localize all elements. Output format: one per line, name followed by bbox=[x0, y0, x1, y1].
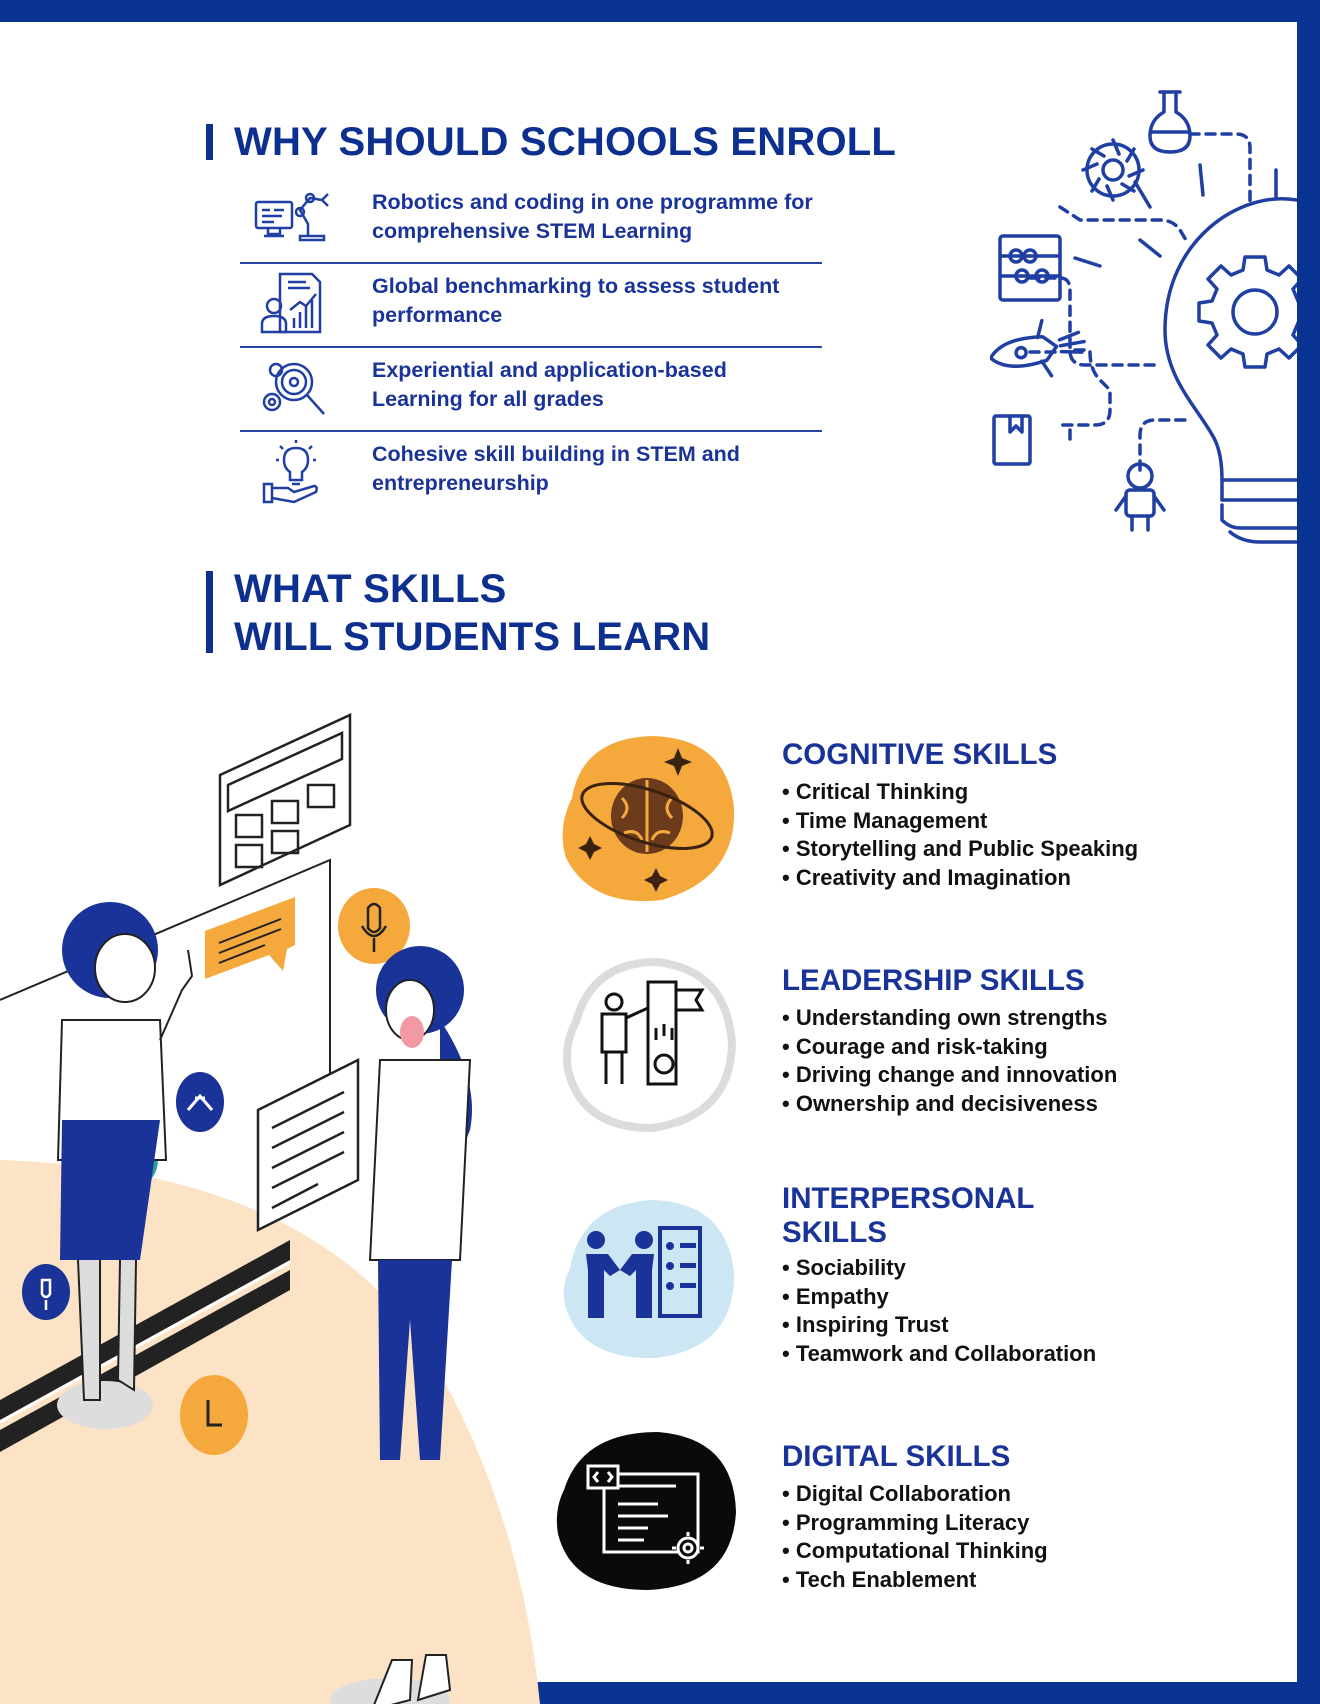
cognitive-skills-list bbox=[782, 778, 1138, 892]
skill-item: • Understanding own strengths bbox=[782, 1004, 1117, 1033]
lightbulb-network-illustration bbox=[990, 80, 1297, 600]
what-skills-title-line1: WHAT SKILLS bbox=[234, 567, 507, 611]
skill-item: • Creativity and Imagination bbox=[782, 864, 1138, 893]
why-enroll-text: Robotics and coding in one programme for comprehensive STEM Learning bbox=[372, 190, 813, 243]
skill-item: • Sociability bbox=[782, 1254, 1096, 1283]
interpersonal-title-line1: INTERPERSONAL bbox=[782, 1182, 1035, 1215]
heading-accent-bar bbox=[206, 571, 213, 653]
why-enroll-heading bbox=[206, 118, 896, 166]
why-enroll-list bbox=[240, 180, 822, 514]
interpersonal-skills-title bbox=[782, 1182, 1034, 1250]
cognitive-skills-badge bbox=[552, 728, 742, 908]
skill-item: • Computational Thinking bbox=[782, 1537, 1048, 1566]
skill-item: • Tech Enablement bbox=[782, 1566, 1048, 1595]
skill-item: • Courage and risk-taking bbox=[782, 1033, 1117, 1062]
skill-item: • Ownership and decisiveness bbox=[782, 1090, 1117, 1119]
skill-item: • Digital Collaboration bbox=[782, 1480, 1048, 1509]
cognitive-skills-title: COGNITIVE SKILLS bbox=[782, 738, 1058, 771]
magnifier-gears-icon bbox=[254, 356, 334, 420]
skill-item: • Programming Literacy bbox=[782, 1509, 1048, 1538]
why-enroll-item bbox=[240, 180, 822, 264]
skill-item: • Driving change and innovation bbox=[782, 1061, 1117, 1090]
why-enroll-item bbox=[240, 432, 822, 514]
report-chart-icon bbox=[254, 272, 334, 336]
digital-skills-badge bbox=[548, 1424, 744, 1596]
leadership-skills-badge bbox=[552, 952, 742, 1136]
leadership-skills-title: LEADERSHIP SKILLS bbox=[782, 964, 1085, 997]
skill-item: • Time Management bbox=[782, 807, 1138, 836]
heading-accent-bar bbox=[206, 124, 213, 160]
why-enroll-text: Experiential and application-based Learning for all grades bbox=[372, 358, 727, 411]
what-skills-title-line2: WILL STUDENTS LEARN bbox=[234, 615, 711, 659]
top-border bbox=[0, 0, 1320, 22]
what-skills-heading bbox=[206, 565, 710, 661]
digital-skills-list bbox=[782, 1480, 1048, 1594]
skill-item: • Critical Thinking bbox=[782, 778, 1138, 807]
why-enroll-title: WHY SHOULD SCHOOLS ENROLL bbox=[234, 120, 897, 164]
why-enroll-item bbox=[240, 348, 822, 432]
robot-arm-computer-icon bbox=[254, 188, 334, 252]
skill-item: • Inspiring Trust bbox=[782, 1311, 1096, 1340]
skill-item: • Teamwork and Collaboration bbox=[782, 1340, 1096, 1369]
right-border bbox=[1297, 0, 1320, 1704]
interpersonal-skills-list bbox=[782, 1254, 1096, 1368]
hand-lightbulb-icon bbox=[254, 440, 334, 504]
why-enroll-item bbox=[240, 264, 822, 348]
skill-item: • Storytelling and Public Speaking bbox=[782, 835, 1138, 864]
why-enroll-text: Global benchmarking to assess student performance bbox=[372, 274, 780, 327]
interpersonal-title-line2: SKILLS bbox=[782, 1216, 887, 1249]
digital-skills-title: DIGITAL SKILLS bbox=[782, 1440, 1011, 1473]
skill-item: • Empathy bbox=[782, 1283, 1096, 1312]
interpersonal-skills-badge bbox=[552, 1188, 742, 1364]
teacher-student-illustration bbox=[0, 700, 560, 1704]
why-enroll-text: Cohesive skill building in STEM and entrepreneurship bbox=[372, 442, 740, 495]
leadership-skills-list bbox=[782, 1004, 1117, 1118]
